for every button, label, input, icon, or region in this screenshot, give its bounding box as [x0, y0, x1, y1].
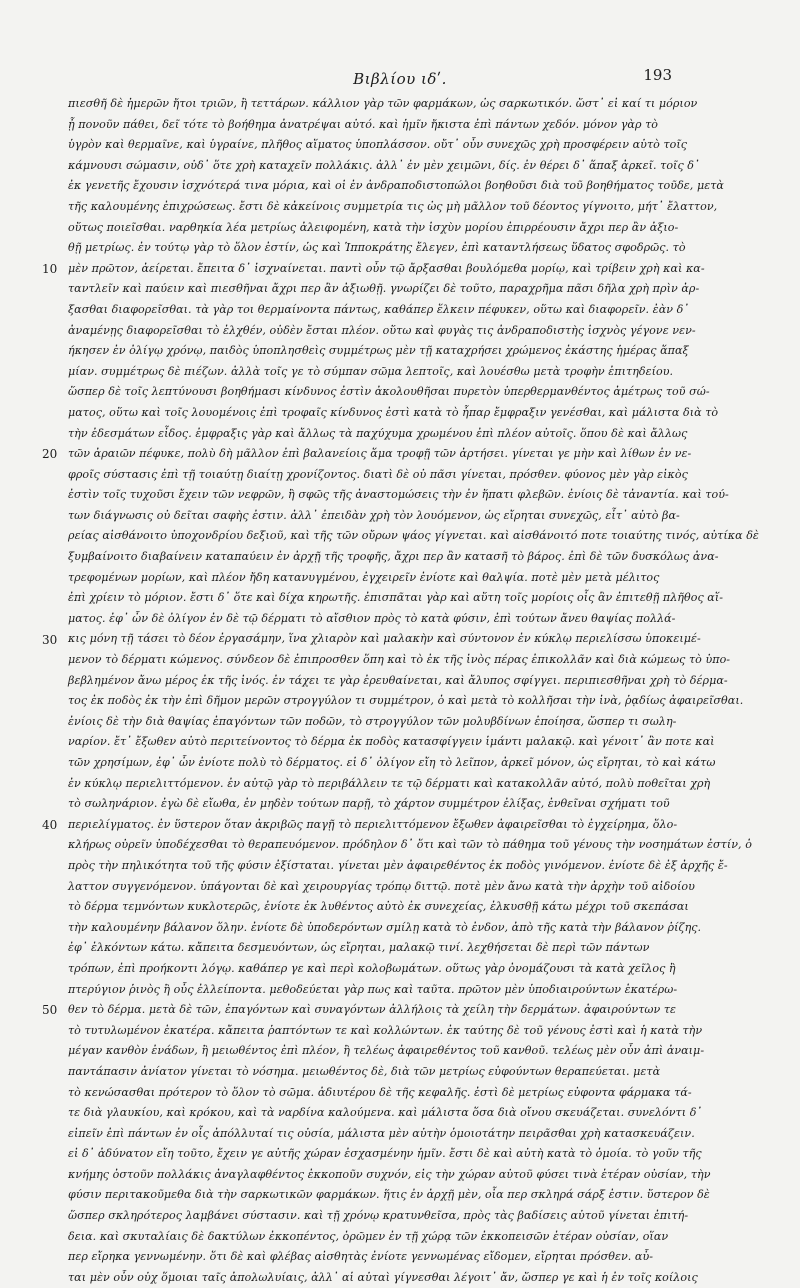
margin-line-number: 20	[42, 447, 58, 462]
text-line: ήκησεν ἐν ὀλίγῳ χρόνῳ, παιδὸς ὑποπλησθεὶς συμμέτρως μὲν τῇ καταχρήσει χρώμενος ἑκάστης ἡμέρας ἅπαξ	[68, 344, 689, 358]
text-line: ᾖ πονοῦν πάθει, δεῖ τότε τὸ βοήθημα ἀνατρέψαι αὐτό. καὶ ἡμῖν ἤκιστα ἐπὶ πάντων χεδόν. μόνον γὰρ τὸ	[68, 117, 659, 131]
text-line: ἐστὶν τοῖς τυχοῦσι ἔχειν τῶν νεφρῶν, ἢ σφῶς τῆς ἀναστομώσεις τὴν ἐν ἥπατι φλεβῶν. ἐνίοις δὲ τἀναντία. καὶ τού-	[68, 488, 729, 502]
text-line: εἰπεῖν ἐπὶ πάντων ἐν οἷς ἀπόλλυταί τις οὐσία, μάλιστα μὲν αὐτὴν ὁμοιοτάτην πειρᾶσθαι χρὴ κατασκευάζειν.	[68, 1126, 695, 1140]
text-line: κάμνουσι σώμασιν, οὐδ᾽ ὅτε χρὴ καταχεῖν πολλάκις. ἀλλ᾽ ἐν μὲν χειμῶνι, δίς. ἐν θέρει δ᾽ ἅπαξ ἀρκεῖ. τοῖς δ᾽	[68, 158, 700, 172]
text-line: ναρίον. ἔτ᾽ ἔξωθεν αὐτὸ περιτείνοντος τὸ δέρμα ἐκ ποδὸς κατασφίγγειν ἱμάντι μαλακῷ. καὶ γένοιτ᾽ ἂν ποτε καὶ	[68, 735, 715, 749]
text-line: λαττον συγγενόμενον. ὑπάγονται δὲ καὶ χειρουργίας τρόπῳ διττῷ. ποτὲ μὲν ἄνω κατὰ τὴν ἀρχὴν τοῦ αἰδοίου	[68, 879, 695, 893]
page-number: 193	[643, 66, 672, 84]
text-line: πρὸς τὴν πηλικότητα τοῦ τῆς φύσιν ἐξίσταται. γίνεται μὲν ἀφαιρεθέντος ἐκ ποδὸς γινόμενον. ἐνίοτε δὲ ἐξ ἀρχῆς ἔ-	[68, 858, 728, 872]
text-line: ὑγρὸν καὶ θερμαῖνε, καὶ ὑγραίνε, πλῆθος αἵματος ὑποπλάσσον. οὔτ᾽ οὖν συνεχῶς χρὴ προσφέρειν αὐτὸ τοῖς	[68, 138, 688, 152]
text-line: φύσιν περιτακοῦμεθα διὰ τὴν σαρκωτικῶν φαρμάκων. ἥτις ἐν ἀρχῇ μὲν, οἷα περ σκληρά σάρξ ἐστιν. ὕστερον δὲ	[68, 1188, 710, 1202]
text-line: τὴν καλουμένην βάλανον ὅλην. ἐνίοτε δὲ ὑποδερόντων σμίλῃ κατὰ τὸ ἐνδον, ἀπὸ τῆς κατὰ τὴν βάλανον ῥίζης.	[68, 920, 702, 934]
text-line: θῇ μετρίως. ἐν τούτῳ γὰρ τὸ ὅλον ἐστίν, ὡς καὶ Ἱπποκράτης ἔλεγεν, ἐπὶ καταντλήσεως ὕδατος σφοδρῶς. τὸ	[68, 241, 686, 255]
text-line: ξασθαι διαφορεῖσθαι. τὰ γὰρ τοι θερμαίνοντα πάντως, καθάπερ ἕλκειν πέφυκεν, οὕτω καὶ διαφορεῖν. ἐὰν δ᾽	[68, 302, 689, 316]
text-line: ἀναμένῃς διαφορεῖσθαι τὸ ἑλχθέν, οὐδὲν ἔσται πλέον. οὕτω καὶ φυγὰς τις ἀνδραποδιστὴς ἰσχνὸς γέγονε νεν-	[68, 323, 696, 337]
text-line: περιελίγματος. ἐν ὕστερον ὅταν ἀκριβῶς παγῇ τὸ περιελιττόμενον ἔξωθεν ἀφαιρεῖσθαι τὸ ἐγχείρημα, ὅλο-	[68, 817, 678, 831]
text-line: ἐνίοις δὲ τὴν διὰ θαψίας ἐπαγόντων τῶν ποδῶν, τὸ στρογγύλον τῶν μολυβδίνων ἐποίησα, ὥσπερ τι σωλη-	[68, 714, 677, 728]
text-line: θεν τὸ δέρμα. μετὰ δὲ τῶν, ἐπαγόντων καὶ συναγόντων ἀλλήλοις τὰ χείλη τὴν δερμάτων. ἀφαιρούντων τε	[68, 1003, 677, 1017]
text-line: μενον τὸ δέρματι κώμενος. σύνδεον δὲ ἐπιπροσθεν ὅπη καὶ τὸ ἐκ τῆς ἰνὸς πέρας ἐπικολλᾶν καὶ διὰ κώμεως τὸ ὑπο-	[68, 653, 731, 667]
text-line: εἰ δ᾽ ἀδύνατον εἴη τοῦτο, ἔχειν γε αὐτῆς χώραν ἐσχασμένην ἡμῖν. ἔστι δὲ καὶ αὐτὴ κατὰ τὸ ὁμοία. τὸ γοῦν τῆς	[68, 1147, 702, 1161]
text-line: τῆς καλουμένης ἐπιχρώσεως. ἔστι δὲ κἀκείνοις συμμετρία τις ὡς μὴ μᾶλλον τοῦ δέοντος γίγνοιτο, μήτ᾽ ἔλαττον,	[68, 199, 718, 213]
text-line: κνήμης ὀστοῦν πολλάκις ἀναγλαφθέντος ἐκκοποῦν συχνόν, εἰς τὴν χώραν αὐτοῦ φύσει τινὰ ἑτέραν οὐσίαν, τὴν	[68, 1167, 711, 1181]
text-line: μέγαν κανθὸν ἐνάδων, ἢ μειωθέντος ἐπὶ πλέον, ἢ τελέως ἀφαιρεθέντος τοῦ κανθοῦ. τελέως μὲν οὖν ἀπὶ ἀναιμ-	[68, 1044, 705, 1058]
text-line: μὲν πρῶτον, ἀείρεται. ἔπειτα δ᾽ ἰσχναίνεται. παντὶ οὖν τῷ ἄρξασθαι βουλόμεθα μορίῳ, καὶ τρίβειν χρὴ καὶ κα-	[68, 261, 705, 275]
text-line: κλήρως οὐρεῖν ὑποδέχεσθαι τὸ θεραπευόμενον. πρόδηλον δ᾽ ὅτι καὶ τῶν τὸ πάθημα τοῦ γένους τὴν νοσημάτων ἐστίν, ὁ	[68, 838, 752, 852]
text-line: των διάγνωσις οὐ δεῖται σαφὴς ἐστιν. ἀλλ᾽ ἐπειδὰν χρὴ τὸν λουόμενον, ὡς εἴρηται συνεχῶς, εἶτ᾽ αὐτὸ βα-	[68, 508, 680, 522]
text-line: ξυμβαίνοιτο διαβαίνειν καταπαύειν ἐν ἀρχῇ τῆς τροφῆς, ἄχρι περ ἂν κατασῆ τὸ βάρος. ἐπὶ δὲ τῶν δυσκόλως ἀνα-	[68, 550, 719, 564]
text-line: ἐκ γενετῆς ἔχουσιν ἰσχνότερά τινα μόρια, καὶ οἱ ἐν ἀνδραποδιστοπώλοι βοηθοῦσι διὰ τοῦ βοηθήματος τοῦδε, μετὰ	[68, 179, 724, 193]
text-line: τος ἐκ ποδὸς ἐκ τὴν ἐπὶ δῆμον μερῶν στρογγύλον τι συμμέτρον, ὁ καὶ μετὰ τὸ κολλῆσαι τὴν ἰνὰ, ῥᾳδίως ἀφαιρεῖσθαι.	[68, 694, 744, 708]
text-line: τρεφομένων μορίων, καὶ πλέον ἤδη κατανυγμένου, ἐγχειρεῖν ἐνίοτε καὶ θαλψία. ποτὲ μὲν μετὰ μέλιτος	[68, 570, 660, 584]
text-line: τρόπων, ἐπὶ προήκοντι λόγῳ. καθάπερ γε καὶ περὶ κολοβωμάτων. οὕτως γὰρ ὀνομάζουσι τὰ κατὰ χεῖλος ἢ	[68, 961, 676, 975]
text-line: τὸ σωληνάριον. ἐγὼ δὲ εἴωθα, ἐν μηδὲν τούτων παρῇ, τὸ χάρτον συμμέτρον ἐλίξας, ἐνθεῖναι σχήματι τοῦ	[68, 797, 670, 811]
text-line: βεβλημένον ἄνω μέρος ἐκ τῆς ἰνός. ἐν τάχει τε γὰρ ἐρευθαίνεται, καὶ ἄλυπος σφίγγει. περιπιεσθῆναι χρὴ τὸ δέρμα-	[68, 673, 728, 687]
margin-line-number: 40	[42, 818, 58, 832]
text-line: δεια. καὶ σκυταλίαις δὲ δακτύλων ἐκκοπέντος, ὁρῶμεν ἐν τῇ χώρᾳ τῶν ἐκκοπεισῶν ἑτέραν οὐσίαν, οἵαν	[68, 1229, 669, 1243]
text-line: ματος. ἐφ᾽ ὧν δὲ ὀλίγον ἐν δὲ τῷ δέρματι τὸ αἴσθιον πρὸς τὸ κατὰ φύσιν, ἐπὶ τούτων ἄνευ θαψίας πολλά-	[68, 611, 676, 625]
text-line: ἐπὶ χρίειν τὸ μόριον. ἔστι δ᾽ ὅτε καὶ δίχα κηρωτῆς. ἐπισπᾶται γὰρ καὶ αὕτη τοῖς μορίοις οἷς ἂν ἐπιτεθῇ πλῆθος αἵ-	[68, 591, 724, 605]
text-line: πιεσθῆ δὲ ἡμερῶν ἤτοι τριῶν, ἢ τεττάρων. κάλλιον γὰρ τῶν φαρμάκων, ὡς σαρκωτικόν. ὥστ᾽ εἰ καί τι μόριον	[68, 97, 698, 110]
text-line: φροῖς σύστασις ἐπὶ τῇ τοιαύτῃ διαίτῃ χρονίζοντος. διατὶ δὲ οὐ πᾶσι γίνεται, πρόσθεν. φύονος μὲν γὰρ εἰκὸς	[68, 467, 688, 481]
text-line: τὸ τυτυλωμένον ἑκατέρα. κἄπειτα ῥαπτόντων τε καὶ κολλώντων. ἐκ ταύτης δὲ τοῦ γένους ἐστὶ καὶ ἡ κατὰ τὴν	[68, 1023, 703, 1037]
text-line: ὥσπερ δὲ τοῖς λεπτύνουσι βοηθήμασι κίνδυνος ἐστὶν ἀκολουθῆσαι πυρετὸν ὑπερθερμανθέντος ἀμέτρως τοῦ σώ-	[68, 385, 710, 399]
margin-line-numbers	[0, 0, 68, 1242]
text-line: τε διὰ γλαυκίου, καὶ κρόκου, καὶ τὰ ναρδίνα καλούμενα. καὶ μάλιστα ὅσα διὰ οἴνου σκευάζεται. συνελόντι δ᾽	[68, 1106, 703, 1120]
text-line: ἐν κύκλῳ περιελιττόμενον. ἐν αὐτῷ γὰρ τὸ περιβάλλειν τε τῷ δέρματι καὶ κατακολλᾶν αὐτό, πολὺ ποθεῖται χρὴ	[68, 776, 711, 790]
text-line: πτερύγιον ῥινὸς ἢ οὖς ἐλλείποντα. μεθοδεύεται γὰρ πως καὶ ταῦτα. πρῶτον μὲν ὑποδιαιρούντων ἑκατέρω-	[68, 982, 678, 996]
main-text-block	[68, 94, 759, 1288]
text-line: κις μόνη τῇ τάσει τὸ δέον ἐργασάμην, ἵνα χλιαρὸν καὶ μαλακὴν καὶ σύντονον ἐν κύκλῳ περιελίσσω ὑποκειμέ-	[68, 632, 701, 646]
margin-line-number: 30	[42, 632, 58, 647]
text-line: μίαν. συμμέτρως δὲ πιέζων. ἀλλὰ τοῖς γε τὸ σύμπαν σῶμα λεπτοῖς, καὶ λουέσθω μετὰ τροφὴν ἐπιτηδείου.	[68, 364, 674, 378]
margin-line-number: 10	[42, 261, 58, 276]
text-line: ταντλεῖν καὶ παύειν καὶ πιεσθῆναι ἄχρι περ ἂν ἀξιωθῇ. γνωρίζει δὲ τοῦτο, παραχρῆμα πᾶσι δῆλα χρὴ πρὶν ἀρ-	[68, 282, 700, 296]
text-line: τὸ κενώσασθαι πρότερον τὸ ὅλον τὸ σῶμα. ἀδιυτέρου δὲ τῆς κεφαλῆς. ἐστὶ δὲ μετρίως εὐφοντα φάρμακα τά-	[68, 1085, 692, 1099]
text-line: τὸ δέρμα τεμνόντων κυκλοτερῶς, ἐνίοτε ἐκ λυθέντος αὐτὸ ἐκ συνεχείας, ἑλκυσθῇ κάτω μέχρι τοῦ σκεπάσαι	[68, 900, 689, 914]
margin-line-number: 50	[42, 1003, 58, 1018]
text-line: ρείας αἰσθάνοιτο ὑποχονδρίου δεξιοῦ, καὶ τῆς τῶν οὔρων ψάος γίγνεται. καὶ αἰσθάνοιτό ποτε τοιαύτης τινός, αὐτίκα δὲ	[68, 529, 759, 543]
page-header	[0, 66, 800, 96]
running-title: Βιβλίου ιδʹ.	[353, 70, 447, 88]
text-line: τῶν ἀραιῶν πέφυκε, πολὺ δὴ μᾶλλον ἐπὶ βαλανείοις ἅμα τροφῇ τῶν ἀρτήσει. γίνεται γε μὴν καὶ λίθων ἐν νε-	[68, 447, 692, 461]
text-line: ται μὲν οὖν οὐχ ὅμοιαι ταῖς ἀπολωλυίαις, ἀλλ᾽ αἱ αὐταὶ γίγνεσθαι λέγοιτ᾽ ἄν, ὥσπερ γε καὶ ἡ ἐν τοῖς κοίλοις	[68, 1270, 698, 1284]
text-line: τὴν ἐδεσμάτων εἶδος. ἐμφραξις γὰρ καὶ ἄλλως τὰ παχύχυμα χρωμένου ἐπὶ πλέον αὐτοῖς. ὅπου δὲ καὶ ἄλλως	[68, 426, 688, 440]
text-line: περ εἴρηκα γεννωμένην. ὅτι δὲ καὶ φλέβας αἰσθητὰς ἐνίοτε γεννωμένας εἴδομεν, εἴρηται πρόσθεν. αὗ-	[68, 1250, 654, 1264]
text-line: ὥσπερ σκληρότερος λαμβάνει σύστασιν. καὶ τῇ χρόνῳ κρατυνθεῖσα, πρὸς τὰς βαδίσεις αὐτοῦ γίνεται ἐπιτή-	[68, 1209, 689, 1223]
text-line: οὕτως ποιεῖσθαι. ναρθηκία λέα μετρίως ἀλειφομένη, κατὰ τὴν ἰσχὺν μορίου ἐπιρρέουσιν ἄχρι περ ἂν ἀξιο-	[68, 220, 679, 234]
text-line: ματος, οὕτω καὶ τοῖς λουομένοις ἐπὶ τροφαῖς κίνδυνος ἐστὶ κατὰ τὸ ἧπαρ ἔμφραξιν γενέσθαι, καὶ μάλιστα διὰ τὸ	[68, 405, 719, 419]
text-line: τῶν χρησίμων, ἐφ᾽ ὧν ἐνίοτε πολὺ τὸ δέρματος. εἰ δ᾽ ὀλίγον εἴη τὸ λεῖπον, ἀρκεῖ μόνον, ὡς εἴρηται, τὸ καὶ κάτω	[68, 756, 716, 769]
text-line: ἐφ᾽ ἑλκόντων κάτω. κἄπειτα δεσμευόντων, ὡς εἴρηται, μαλακῷ τινί. λεχθήσεται δὲ περὶ τῶν πάντων	[68, 941, 650, 955]
text-line: παντάπασιν ἀνίατον γίνεται τὸ νόσημα. μειωθέντος δὲ, διὰ τῶν μετρίως εὐφούντων θεραπεύεται. μετὰ	[68, 1064, 661, 1078]
